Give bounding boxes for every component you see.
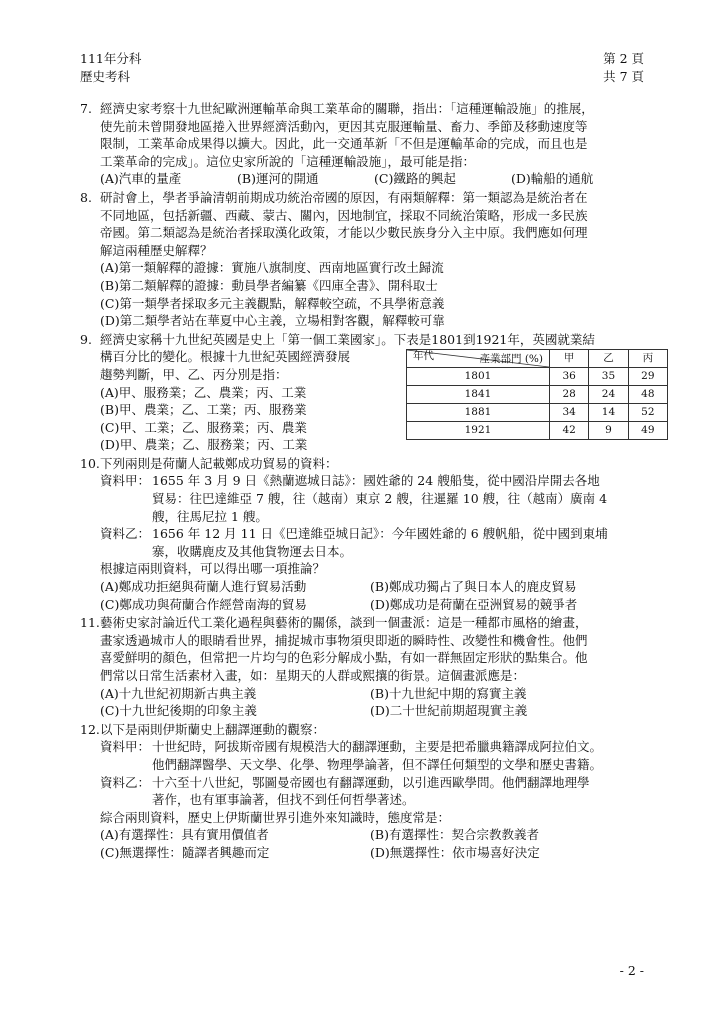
option-b[interactable]: (B)有選擇性：契合宗教教義者 bbox=[370, 827, 539, 843]
option-d[interactable]: (D)輪船的通航 bbox=[511, 171, 594, 187]
option-d[interactable]: (D)二十世紀前期超現實主義 bbox=[370, 703, 528, 719]
question-stem-line: 帝國。第二類認為是統治者採取漢化政策，才能以少數民族身分入主中原。我們應如何理 bbox=[100, 225, 588, 241]
year-cell: 1841 bbox=[407, 385, 550, 403]
question-number: 9. bbox=[80, 331, 92, 347]
question-stem-line: 們常以日常生活素材入畫，如：星期天的人群或熙攘的街景。這個畫派應是： bbox=[100, 668, 526, 683]
value-cell: 14 bbox=[589, 403, 628, 421]
source-line: 1656 年 12 月 11 日《巴達維亞城日記》：今年國姓爺的 6 艘帆船，從中國到東埔 bbox=[152, 526, 608, 542]
source-line: 他們翻譯醫學、天文學、化學、物理學論著，但不譯任何類型的文學和歷史書籍。 bbox=[152, 756, 603, 772]
year-cell: 1881 bbox=[407, 403, 550, 421]
source-line: 1655 年 3 月 9 日《熱蘭遮城日誌》：國姓爺的 24 艘船隻，從中國沿岸開去各地 bbox=[152, 473, 600, 489]
option-b[interactable]: (B)第二類解釋的證據：動員學者編纂《四庫全書》、開科取士 bbox=[100, 277, 438, 293]
exam-year: 111年分科 bbox=[80, 51, 142, 66]
exam-content bbox=[80, 100, 655, 863]
options-grid bbox=[100, 826, 648, 861]
value-cell: 42 bbox=[550, 421, 589, 439]
table-row bbox=[407, 367, 668, 385]
option-b[interactable]: (B)鄭成功獨占了與日本人的鹿皮貿易 bbox=[370, 579, 577, 595]
question-intro: 以下是兩則伊斯蘭史上翻譯運動的觀察： bbox=[100, 721, 326, 737]
option-a[interactable]: (A)汽車的量產 bbox=[100, 171, 182, 187]
source-line: 艘，往馬尼拉 1 艘。 bbox=[152, 508, 268, 524]
question-12 bbox=[80, 721, 648, 862]
corner-label-sector: 產業部門 (%) bbox=[479, 352, 543, 365]
question-9 bbox=[80, 331, 655, 454]
column-header: 乙 bbox=[589, 349, 628, 367]
option-b[interactable]: (B)十九世紀中期的寫實主義 bbox=[370, 685, 527, 701]
question-7 bbox=[80, 100, 648, 188]
table-row bbox=[407, 421, 668, 439]
source-line: 十世紀時，阿拔斯帝國有規模浩大的翻譯運動，主要是把希臘典籍譯成阿拉伯文。 bbox=[152, 739, 603, 755]
option-a[interactable]: (A)鄭成功拒絕與荷蘭人進行貿易活動 bbox=[100, 579, 307, 595]
source-b bbox=[100, 774, 648, 809]
option-b[interactable]: (B)甲、農業；乙、工業；丙、服務業 bbox=[100, 402, 307, 418]
question-number: 10. bbox=[80, 455, 100, 471]
source-line: 貿易：往巴達維亞 7 艘，往（越南）東京 2 艘，往暹羅 10 艘，往（越南）廣南 4 bbox=[152, 491, 608, 507]
question-stem-line: 研討會上，學者爭論清朝前期成功統治帝國的原因，有兩類解釋：第一類認為是統治者在 bbox=[100, 189, 588, 205]
question-stem-line: 解這兩種歷史解釋？ bbox=[100, 242, 213, 258]
option-c[interactable]: (C)第一類學者採取多元主義觀點，解釋較空疏，不具學術意義 bbox=[100, 295, 445, 311]
question-stem-line: 藝術史家討論近代工業化過程與藝術的關係，談到一個畫派：這是一種都市風格的繪畫， bbox=[100, 615, 588, 631]
option-d[interactable]: (D)鄭成功是荷蘭在亞洲貿易的競爭者 bbox=[370, 596, 578, 612]
source-a bbox=[100, 472, 648, 525]
question-8 bbox=[80, 189, 648, 330]
source-line: 寨，收購鹿皮及其他貨物運去日本。 bbox=[152, 543, 353, 559]
value-cell: 9 bbox=[589, 421, 628, 439]
question-stem-line: 經濟史家考察十九世紀歐洲運輸革命與工業革命的關聯，指出：「這種運輸設施」的推展， bbox=[100, 101, 594, 116]
question-stem-line: 工業革命的完成」。這位史家所說的「這種運輸設施」，最可能是指： bbox=[100, 153, 476, 169]
value-cell: 28 bbox=[550, 385, 589, 403]
value-cell: 24 bbox=[589, 385, 628, 403]
option-a[interactable]: (A)有選擇性：具有實用價值者 bbox=[100, 827, 269, 843]
option-c[interactable]: (C)無選擇性：隨譯者興趣而定 bbox=[100, 844, 270, 860]
options-grid bbox=[100, 685, 648, 720]
options-grid bbox=[100, 578, 648, 613]
question-number: 7. bbox=[80, 101, 92, 116]
question-intro: 下列兩則是荷蘭人記載鄭成功貿易的資料： bbox=[100, 455, 338, 471]
question-stem-line: 限制，工業革命成果得以擴大。因此，此一交通革新「不但是運輸革命的完成，而且也是 bbox=[100, 136, 588, 152]
question-9-body bbox=[100, 331, 655, 454]
page-header-left bbox=[80, 50, 141, 86]
table-corner-cell bbox=[407, 349, 550, 367]
question-11 bbox=[80, 614, 648, 720]
page-header-right bbox=[603, 50, 644, 86]
option-b[interactable]: (B)運河的開通 bbox=[237, 171, 319, 187]
option-c[interactable]: (C)鐵路的興起 bbox=[374, 171, 456, 187]
question-number: 12. bbox=[80, 721, 100, 737]
source-label: 資料甲： bbox=[100, 739, 151, 755]
table-row bbox=[407, 385, 668, 403]
year-cell: 1801 bbox=[407, 367, 550, 385]
question-stem-line: 喜愛鮮明的顏色，但常把一片均勻的色彩分解成小點，有如一群無固定形狀的點集合。他 bbox=[100, 650, 588, 666]
options-row bbox=[100, 170, 648, 188]
value-cell: 29 bbox=[628, 367, 667, 385]
source-label: 資料乙： bbox=[100, 774, 151, 790]
source-label: 資料乙： bbox=[100, 526, 151, 542]
value-cell: 34 bbox=[550, 403, 589, 421]
page-number: 第 2 頁 bbox=[603, 51, 644, 66]
option-c[interactable]: (C)甲、工業；乙、服務業；丙、農業 bbox=[100, 419, 307, 435]
table-header-row bbox=[407, 349, 668, 367]
exam-subject: 歷史考科 bbox=[80, 69, 131, 84]
employment-structure-table bbox=[406, 349, 668, 440]
question-stem-line: 構百分比的變化。根據十九世紀英國經濟發展 bbox=[100, 349, 351, 365]
source-line: 著作，也有軍事論著，但找不到任何哲學著述。 bbox=[152, 792, 415, 808]
value-cell: 52 bbox=[628, 403, 667, 421]
option-a[interactable]: (A)第一類解釋的證據：實施八旗制度、西南地區實行改土歸流 bbox=[100, 260, 444, 276]
question-10 bbox=[80, 455, 648, 613]
page-footer: - 2 - bbox=[619, 963, 644, 978]
option-d[interactable]: (D)第二類學者站在華夏中心主義，立場相對客觀，解釋較可靠 bbox=[100, 313, 445, 329]
question-number: 8. bbox=[80, 189, 92, 205]
question-prompt: 綜合兩則資料，歷史上伊斯蘭世界引進外來知識時，態度常是： bbox=[100, 809, 451, 825]
page-total: 共 7 頁 bbox=[603, 69, 644, 84]
source-a bbox=[100, 738, 648, 773]
value-cell: 49 bbox=[628, 421, 667, 439]
option-a[interactable]: (A)甲、服務業；乙、農業；丙、工業 bbox=[100, 384, 307, 400]
column-header: 甲 bbox=[550, 349, 589, 367]
source-line: 十六至十八世紀，鄂圖曼帝國也有翻譯運動，以引進西歐學問。他們翻譯地理學 bbox=[152, 774, 590, 790]
year-cell: 1921 bbox=[407, 421, 550, 439]
option-a[interactable]: (A)十九世紀初期新古典主義 bbox=[100, 685, 257, 701]
source-b bbox=[100, 525, 648, 560]
column-header: 丙 bbox=[628, 349, 667, 367]
value-cell: 36 bbox=[550, 367, 589, 385]
question-prompt: 根據這兩則資料，可以得出哪一項推論？ bbox=[100, 561, 326, 577]
table-row bbox=[407, 403, 668, 421]
question-stem-line: 經濟史家稱十九世紀英國是史上「第一個工業國家」。下表是1801到1921年，英國就業結 bbox=[100, 331, 595, 347]
question-stem-line: 畫家透過城市人的眼睛看世界，捕捉城市事物須臾即逝的瞬時性、改變性和機會性。他們 bbox=[100, 632, 588, 648]
option-c[interactable]: (C)十九世紀後期的印象主義 bbox=[100, 703, 257, 719]
value-cell: 35 bbox=[589, 367, 628, 385]
question-stem-line: 不同地區，包括新疆、西藏、蒙古、關內，因地制宜，採取不同統治策略，形成一多民族 bbox=[100, 207, 588, 223]
option-c[interactable]: (C)鄭成功與荷蘭合作經營南海的貿易 bbox=[100, 596, 307, 612]
value-cell: 48 bbox=[628, 385, 667, 403]
source-label: 資料甲： bbox=[100, 473, 151, 489]
question-stem-line: 使先前未曾開發地區捲入世界經濟活動內，更因其克服運輸量、畜力、季節及移動速度等 bbox=[100, 118, 588, 134]
question-number: 11. bbox=[80, 615, 100, 631]
question-9-left-column bbox=[100, 348, 395, 454]
option-d[interactable]: (D)甲、農業；乙、服務業；丙、工業 bbox=[100, 437, 308, 453]
question-stem-line: 趨勢判斷，甲、乙、丙分別是指： bbox=[100, 366, 288, 382]
option-d[interactable]: (D)無選擇性：依市場喜好決定 bbox=[370, 844, 540, 860]
corner-label-year: 年代 bbox=[413, 349, 434, 362]
